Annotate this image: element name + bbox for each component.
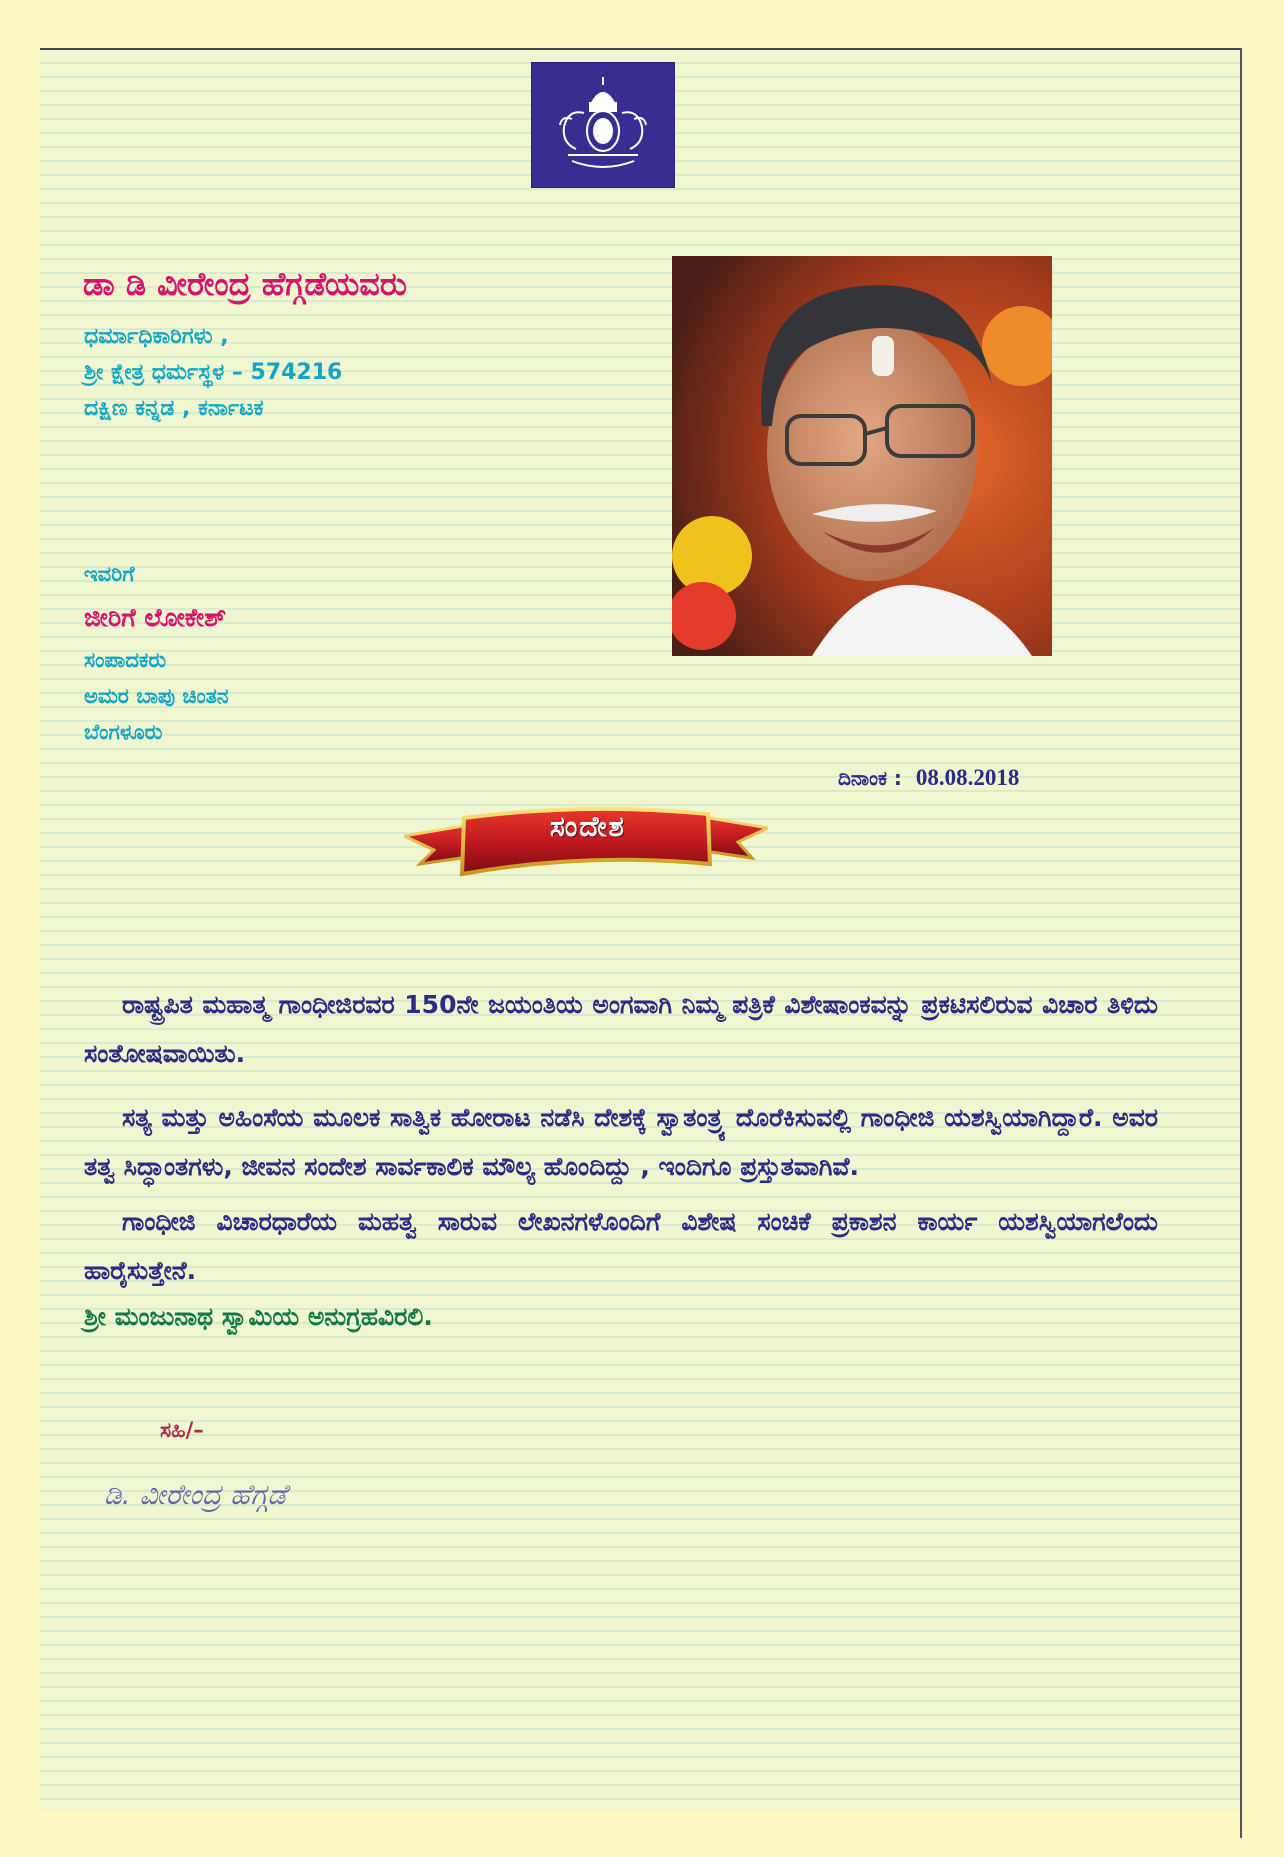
date-label: ದಿನಾಂಕ : — [838, 766, 902, 790]
recipient-label: ಇವರಿಗೆ — [84, 562, 135, 586]
portrait-photo — [672, 256, 1052, 656]
sender-district: ದಕ್ಷಿಣ ಕನ್ನಡ , ಕರ್ನಾಟಕ — [84, 396, 264, 421]
recipient-name: ಜೀರಿಗೆ ಲೋಕೇಶ್ — [84, 603, 227, 632]
message-paragraph-3: ಗಾಂಧೀಜಿ ವಿಚಾರಧಾರೆಯ ಮಹತ್ವ ಸಾರುವ ಲೇಖನಗಳೊಂದಿಗೆ ವಿಶೇಷ ಸಂಚಿಕೆ ಪ್ರಕಾಶನ ಕಾರ್ಯ ಯಶಸ್ವಿಯಾಗಲೆಂದು ಹಾರೈಸುತ್ತೇನೆ. — [84, 1207, 1158, 1285]
banner-title: ಸಂದೇಶ — [550, 810, 626, 843]
sender-place: ಶ್ರೀ ಕ್ಷೇತ್ರ ಧರ್ಮಸ್ಥಳ – 574216 — [84, 360, 343, 385]
signature-label: ಸಹಿ/– — [160, 1418, 204, 1442]
message-paragraph-1: ರಾಷ್ಟ್ರಪಿತ ಮಹಾತ್ಮ ಗಾಂಧೀಜಿರವರ 150ನೇ ಜಯಂತಿಯ ಅಂಗವಾಗಿ ನಿಮ್ಮ ಪತ್ರಿಕೆ ವಿಶೇಷಾಂಕವನ್ನು ಪ್ರಕಟಿಸಲಿರುವ ವಿಚಾರ ತಿಳಿದು ಸಂತೋಷವಾಯಿತು. — [84, 990, 1158, 1068]
svg-text:ಡಿ. ವೀರೇಂದ್ರ ಹೆಗ್ಗಡೆ: ಡಿ. ವೀರೇಂದ್ರ ಹೆಗ್ಗಡೆ — [104, 1478, 287, 1511]
sender-title: ಧರ್ಮಾಧಿಕಾರಿಗಳು , — [84, 324, 229, 349]
letter-page — [40, 48, 1240, 1810]
handwritten-signature — [100, 1460, 360, 1520]
date-row — [838, 765, 1019, 791]
recipient-city: ಬೆಂಗಳೂರು — [84, 720, 163, 744]
sender-name: ಡಾ ಡಿ ವೀರೇಂದ್ರ ಹೆಗ್ಗಡೆಯವರು — [83, 265, 407, 303]
recipient-designation: ಸಂಪಾದಕರು — [84, 648, 167, 672]
karnataka-state-emblem-icon — [531, 62, 675, 188]
recipient-publication: ಅಮರ ಬಾಪು ಚಿಂತನ — [84, 684, 229, 708]
ribbon-banner — [404, 794, 768, 894]
message-paragraph-2: ಸತ್ಯ ಮತ್ತು ಅಹಿಂಸೆಯ ಮೂಲಕ ಸಾತ್ವಿಕ ಹೋರಾಟ ನಡೆಸಿ ದೇಶಕ್ಕೆ ಸ್ವಾತಂತ್ರ್ಯ ದೊರೆಕಿಸುವಲ್ಲಿ ಗಾಂಧೀಜಿ ಯಶಸ್ವಿಯಾಗಿದ್ದಾರೆ. ಅವರ ತತ್ವ ಸಿದ್ಧಾಂತಗಳು, ಜೀವನ ಸಂದೇಶ ಸಾರ್ವಕಾಲಿಕ ಮೌಲ್ಯ ಹೊಂದಿದ್ದು , ಇಂದಿಗೂ ಪ್ರಸ್ತುತವಾಗಿವೆ. — [84, 1103, 1158, 1181]
closing-blessing: ಶ್ರೀ ಮಂಜುನಾಥ ಸ್ವಾಮಿಯ ಅನುಗ್ರಹವಿರಲಿ. — [84, 1302, 433, 1331]
page-border-right — [1240, 48, 1242, 1838]
date-value: 08.08.2018 — [915, 765, 1020, 790]
